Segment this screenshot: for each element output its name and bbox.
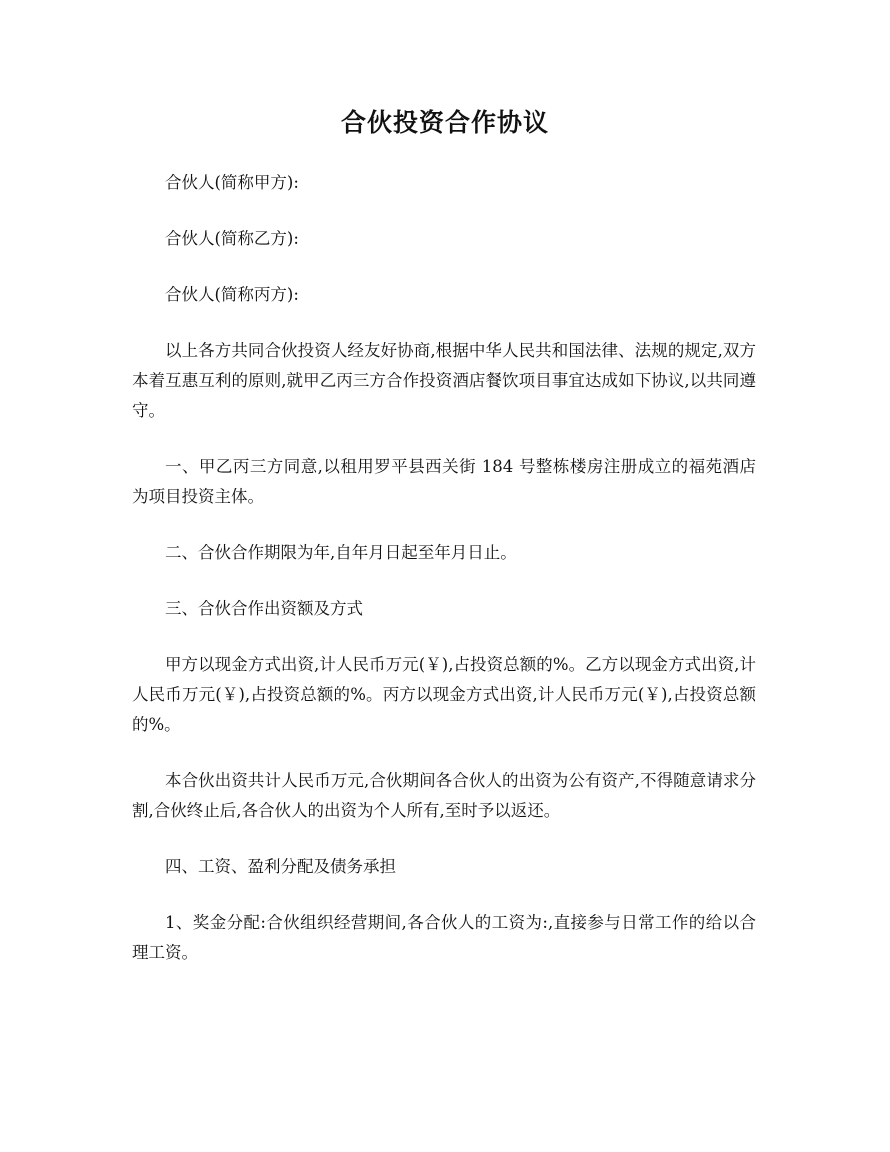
party-b-line: 合伙人(简称乙方): [165,229,299,248]
contribution-paragraph: 甲方以现金方式出资,计人民币万元(￥),占投资总额的%。乙方以现金方式出资,计人民币万元(￥),占投资总额的%。丙方以现金方式出资,计人民币万元(￥),占投资总额的%。 [132,655,756,734]
party-c-line: 合伙人(简称丙方): [165,285,299,304]
preamble-paragraph: 以上各方共同合伙投资人经友好协商,根据中华人民共和国法律、法规的规定,双方本着互惠互利的原则,就甲乙丙三方合作投资酒店餐饮项目事宜达成如下协议,以共同遵守。 [132,341,756,420]
bonus-distribution-paragraph: 1、奖金分配:合伙组织经营期间,各合伙人的工资为:,直接参与日常工作的给以合理工资。 [132,913,756,962]
clause-2-paragraph: 二、合伙合作期限为年,自年月日起至年月日止。 [165,543,517,562]
clause-3-heading: 三、合伙合作出资额及方式 [165,599,363,618]
total-capital-paragraph: 本合伙出资共计人民币万元,合伙期间各合伙人的出资为公有资产,不得随意请求分割,合伙终止后,各合伙人的出资为个人所有,至时予以返还。 [132,771,756,820]
document-title: 合伙投资合作协议 [340,108,549,137]
document-body [132,168,756,994]
clause-4-heading: 四、工资、盈利分配及债务承担 [165,857,396,876]
clause-1-paragraph: 一、甲乙丙三方同意,以租用罗平县西关街 184 号整栋楼房注册成立的福苑酒店为项目投资主体。 [132,457,756,506]
party-a-line: 合伙人(简称甲方): [165,173,299,192]
